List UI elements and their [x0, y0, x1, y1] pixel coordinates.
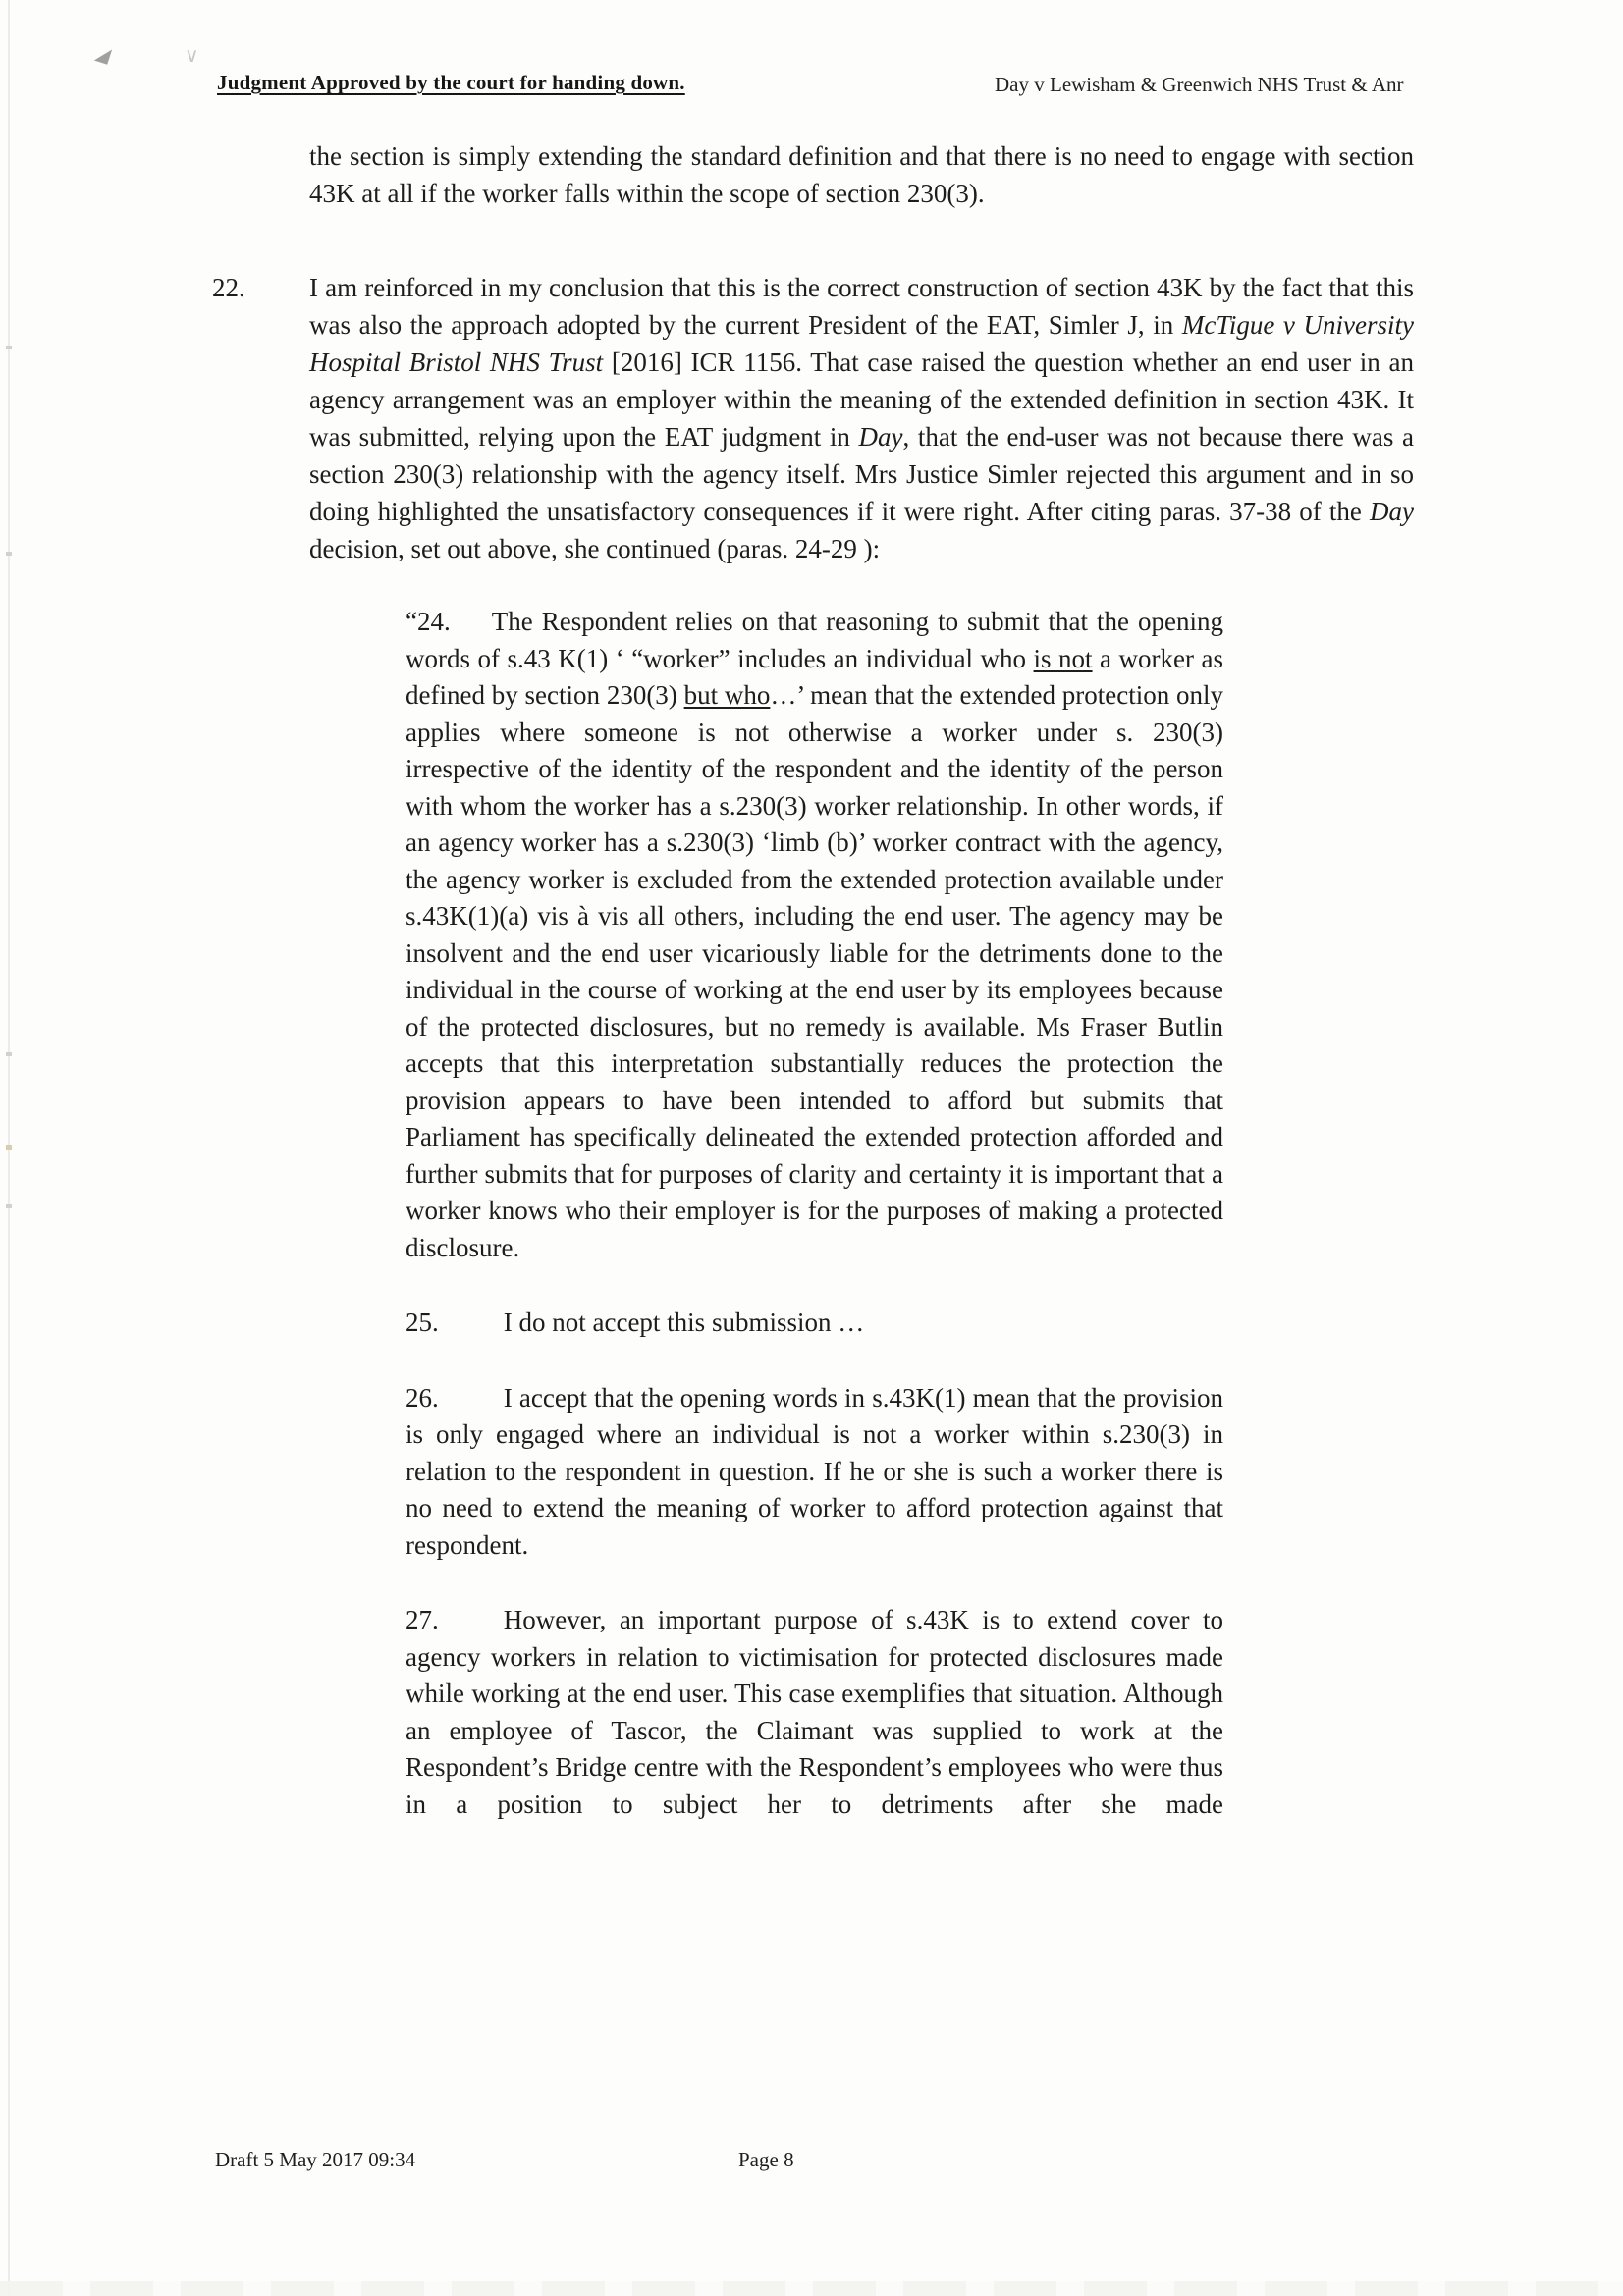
judgment-body	[212, 0, 1414, 1823]
scan-artifact-triangle-icon	[94, 45, 112, 65]
para-21-continuation: the section is simply extending the standard definition and that there is no need to engage with section 43K at all if the worker falls within the scope of section 230(3).	[309, 141, 1414, 208]
scan-tick	[6, 1204, 12, 1208]
quote-para-25-number: 25.	[406, 1308, 439, 1337]
quote-para-27-text: However, an important purpose of s.43K is to extend cover to agency workers in relation to victimisation for protected disclosures made while working at the end user. This case exemplifies that situation. Although an employee of Tascor, the Claimant was supplied to work at the Respondent’s Bridge centre with the Respondent’s employees who were thus in a position to subject her to detriments after she made	[406, 1605, 1223, 1819]
quote-block	[406, 604, 1223, 1823]
para-22-number: 22.	[212, 273, 245, 302]
quote-para-25-text: I do not accept this submission …	[503, 1308, 865, 1337]
quote-para-26	[406, 1380, 1223, 1565]
scan-tick	[6, 1052, 12, 1056]
para-22	[212, 269, 1414, 567]
quote-para-26-text: I accept that the opening words in s.43K(1) mean that the provision is only engaged where an individual is not a worker within s.230(3) in relation to the respondent in question. If he or she is such a worker there is no need to extend the meaning of worker to afford protection against that respondent.	[406, 1382, 1223, 1560]
header-right-case-name: Day v Lewisham & Greenwich NHS Trust & Anr	[995, 73, 1404, 96]
quote-para-24	[406, 604, 1223, 1266]
quote-para-27-number: 27.	[406, 1605, 439, 1634]
quote-para-27	[406, 1602, 1223, 1823]
footer-draft-timestamp: Draft 5 May 2017 09:34	[215, 2148, 416, 2171]
bottom-scan-strip	[0, 2281, 1623, 2296]
quote-para-24-text: The Respondent relies on that reasoning to submit that the opening words of s.43 K(1) ‘ “worker” includes an individual who is not a worker as defined by section 230(3) but who…’ mean that the extended protection only applies where someone is not otherwise a worker under s. 230(3) irrespective of the identity of the respondent and the identity of the person with whom the worker has a s.230(3) worker relationship. In other words, if an agency worker has a s.230(3) ‘limb (b)’ worker contract with the agency, the agency worker is excluded from the extended protection available under s.43K(1)(a) vis à vis all others, including the end user. The agency may be insolvent and the end user vicariously liable for the detriments done to the individual in the course of working at the end user by its employees because of the protected disclosures, but no remedy is available. Ms Fraser Butlin accepts that this interpretation substantially reduces the protection the provision appears to have been intended to afford but submits that Parliament has specifically delineated the extended protection afforded and further submits that for purposes of clarity and certainty it is important that a worker knows who their employer is for the purposes of making a protected disclosure.	[406, 607, 1223, 1262]
footer-page-number: Page 8	[738, 2148, 794, 2171]
header-left-title: Judgment Approved by the court for handing down.	[217, 71, 685, 94]
para-22-text: I am reinforced in my conclusion that this is the correct construction of section 43K by the fact that this was also the approach adopted by the current President of the EAT, Simler J, in McTigue v University Hospital Bristol NHS Trust [2016] ICR 1156. That case raised the question whether an end user in an agency arrangement was an employer within the meaning of the extended definition in section 43K. It was submitted, relying upon the EAT judgment in Day, that the end-user was not because there was a section 230(3) relationship with the agency itself. Mrs Justice Simler rejected this argument and in so doing highlighted the unsatisfactory consequences if it were right. After citing paras. 37-38 of the Day decision, set out above, she continued (paras. 24-29 ):	[309, 273, 1414, 563]
scan-artifact-check-icon: ∨	[185, 43, 199, 67]
scan-tick	[6, 346, 12, 349]
scan-tick	[6, 1145, 12, 1150]
quote-para-24-number: “24.	[406, 607, 451, 636]
quote-para-26-number: 26.	[406, 1382, 439, 1413]
quote-para-25	[406, 1305, 1223, 1342]
scan-tick	[6, 552, 12, 556]
